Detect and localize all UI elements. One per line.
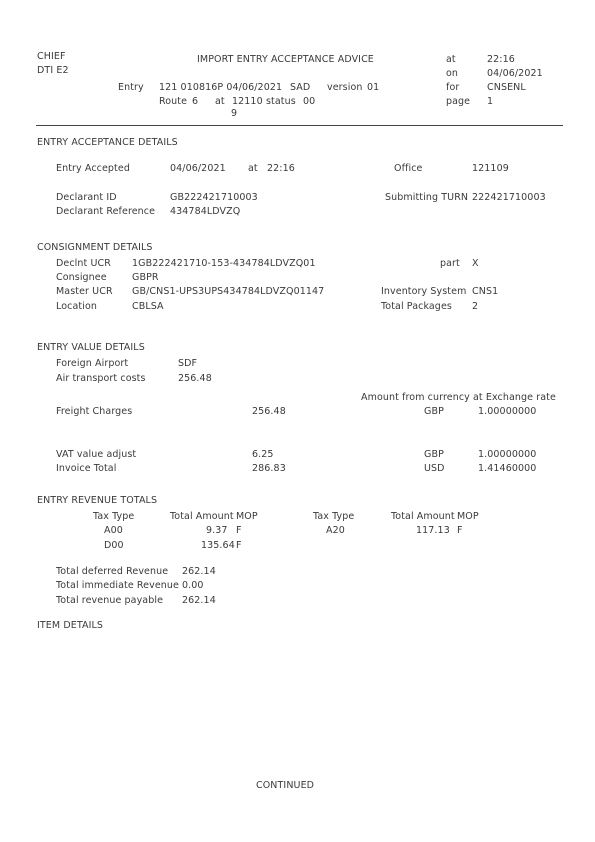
tax-type-header-right: Tax Type	[313, 511, 355, 522]
office-value: 121109	[472, 163, 509, 174]
mop-header-right: MOP	[457, 511, 479, 522]
entry-number: 121 010816P 04/06/2021	[159, 82, 283, 93]
freight-charges-label: Freight Charges	[56, 406, 133, 417]
revenue-row-tax-type: A20	[326, 525, 345, 536]
version-value: 01	[367, 82, 380, 93]
revenue-row-mop: F	[236, 540, 242, 551]
invoice-total-label: Invoice Total	[56, 463, 117, 474]
total-amount-header-right: Total Amount	[391, 511, 455, 522]
vat-value-adjust-rate: 1.00000000	[478, 449, 537, 460]
invoice-total-rate: 1.41460000	[478, 463, 537, 474]
entry-label: Entry	[118, 82, 144, 93]
amount-column-header: Amount from currency at Exchange rate	[361, 392, 556, 403]
revenue-row-amount: 117.13	[416, 525, 450, 536]
mop-header-left: MOP	[236, 511, 258, 522]
freight-charges-currency: GBP	[424, 406, 444, 417]
submitting-turn-value: 222421710003	[472, 192, 546, 203]
declarant-reference-value: 434784LDVZQ	[170, 206, 241, 217]
revenue-row-tax-type: D00	[104, 540, 124, 551]
continued-marker: CONTINUED	[256, 780, 315, 791]
system-subname: DTI E2	[37, 65, 69, 76]
master-ucr-label: Master UCR	[56, 286, 113, 297]
declarant-id-label: Declarant ID	[56, 192, 117, 203]
status-value: 00	[303, 96, 316, 107]
on-label: on	[446, 68, 459, 79]
section-title-revenue: ENTRY REVENUE TOTALS	[37, 495, 158, 506]
declarant-reference-label: Declarant Reference	[56, 206, 156, 217]
route-at-value: 12110	[232, 96, 263, 107]
declarant-id-value: GB222421710003	[170, 192, 258, 203]
route-value: 6	[192, 96, 199, 107]
status-label: status	[266, 96, 296, 107]
for-value: CNSENL	[487, 82, 526, 93]
part-label: part	[440, 258, 460, 269]
revenue-row-amount: 135.64	[201, 540, 235, 551]
status-value-line2: 9	[231, 108, 238, 119]
office-label: Office	[394, 163, 423, 174]
entry-accepted-at-label: at	[248, 163, 258, 174]
part-value: X	[472, 258, 479, 269]
declnt-ucr-value: 1GB222421710-153-434784LDVZQ01	[132, 258, 316, 269]
revenue-row-mop: F	[457, 525, 463, 536]
consignee-label: Consignee	[56, 272, 107, 283]
entry-accepted-time: 22:16	[267, 163, 295, 174]
invoice-total-currency: USD	[424, 463, 445, 474]
page-number: 1	[487, 96, 494, 107]
route-label: Route	[159, 96, 188, 107]
version-label: version	[327, 82, 363, 93]
total-deferred-revenue-label: Total deferred Revenue	[56, 566, 169, 577]
vat-value-adjust-amount: 6.25	[252, 449, 274, 460]
total-revenue-payable-label: Total revenue payable	[56, 595, 164, 606]
section-title-consignment: CONSIGNMENT DETAILS	[37, 242, 153, 253]
declnt-ucr-label: Declnt UCR	[56, 258, 111, 269]
consignee-value: GBPR	[132, 272, 159, 283]
freight-charges-rate: 1.00000000	[478, 406, 537, 417]
invoice-total-amount: 286.83	[252, 463, 286, 474]
master-ucr-value: GB/CNS1-UPS3UPS434784LDVZQ01147	[132, 286, 325, 297]
freight-charges-amount: 256.48	[252, 406, 286, 417]
for-label: for	[446, 82, 460, 93]
section-title-entry-acceptance: ENTRY ACCEPTANCE DETAILS	[37, 137, 178, 148]
air-transport-costs-value: 256.48	[178, 373, 212, 384]
section-title-item-details: ITEM DETAILS	[37, 620, 104, 631]
total-packages-label: Total Packages	[381, 301, 452, 312]
section-title-entry-value: ENTRY VALUE DETAILS	[37, 342, 145, 353]
submitting-turn-label: Submitting TURN	[385, 192, 469, 203]
tax-type-header-left: Tax Type	[93, 511, 135, 522]
entry-accepted-date: 04/06/2021	[170, 163, 226, 174]
foreign-airport-value: SDF	[178, 358, 198, 369]
total-immediate-revenue-label: Total immediate Revenue	[56, 580, 179, 591]
page-label: page	[446, 96, 471, 107]
system-name: CHIEF	[37, 51, 66, 62]
on-value: 04/06/2021	[487, 68, 543, 79]
route-at-label: at	[215, 96, 225, 107]
page-title: IMPORT ENTRY ACCEPTANCE ADVICE	[197, 54, 374, 65]
revenue-row-amount: 9.37	[206, 525, 228, 536]
revenue-row-tax-type: A00	[104, 525, 123, 536]
total-immediate-revenue-value: 0.00	[182, 580, 204, 591]
foreign-airport-label: Foreign Airport	[56, 358, 129, 369]
inventory-system-value: CNS1	[472, 286, 499, 297]
revenue-row-mop: F	[236, 525, 242, 536]
vat-value-adjust-currency: GBP	[424, 449, 444, 460]
total-deferred-revenue-value: 262.14	[182, 566, 216, 577]
entry-accepted-label: Entry Accepted	[56, 163, 130, 174]
inventory-system-label: Inventory System	[381, 286, 467, 297]
header-divider	[36, 125, 563, 126]
total-revenue-payable-value: 262.14	[182, 595, 216, 606]
total-packages-value: 2	[472, 301, 479, 312]
total-amount-header-left: Total Amount	[170, 511, 234, 522]
vat-value-adjust-label: VAT value adjust	[56, 449, 137, 460]
at-value: 22:16	[487, 54, 515, 65]
sad-label: SAD	[290, 82, 311, 93]
at-label: at	[446, 54, 456, 65]
location-label: Location	[56, 301, 97, 312]
location-value: CBLSA	[132, 301, 164, 312]
air-transport-costs-label: Air transport costs	[56, 373, 146, 384]
